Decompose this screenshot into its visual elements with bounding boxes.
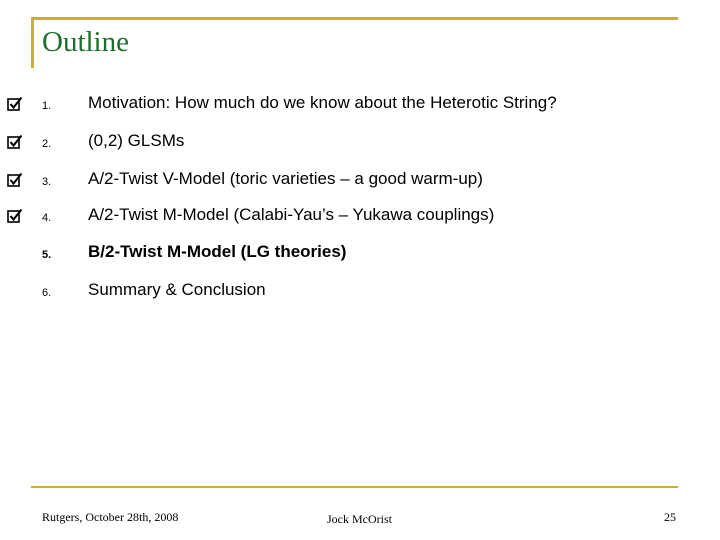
page-number: 25	[664, 510, 676, 524]
item-text: Summary & Conclusion	[88, 280, 266, 299]
item-number: 2.	[42, 138, 52, 150]
checkbox-checked-icon	[6, 95, 24, 113]
footer-divider	[31, 486, 678, 488]
footer-venue-date: Rutgers, October 28th, 2008	[42, 510, 179, 524]
title-frame-left	[31, 17, 34, 68]
item-text: B/2-Twist M-Model (LG theories)	[88, 242, 347, 261]
item-number: 6.	[42, 287, 52, 299]
item-text: Motivation: How much do we know about the Heterotic String?	[88, 93, 557, 112]
outline-item-1	[0, 93, 700, 117]
outline-item-5	[0, 242, 700, 266]
item-number: 3.	[42, 176, 52, 188]
item-text: A/2-Twist V-Model (toric varieties – a good warm-up)	[88, 169, 483, 188]
item-number: 5.	[42, 249, 52, 261]
outline-item-6	[0, 280, 700, 304]
checkbox-checked-icon	[6, 207, 24, 225]
checkbox-checked-icon	[6, 133, 24, 151]
outline-item-3	[0, 169, 700, 193]
checkbox-checked-icon	[6, 171, 24, 189]
slide-title: Outline	[42, 26, 129, 58]
item-number: 4.	[42, 212, 52, 224]
title-frame-top	[31, 17, 678, 20]
item-text: A/2-Twist M-Model (Calabi-Yau’s – Yukawa couplings)	[88, 205, 495, 224]
item-text: (0,2) GLSMs	[88, 131, 185, 150]
footer-author: Jock McOrist	[327, 512, 392, 526]
item-number: 1.	[42, 100, 52, 112]
outline-item-4	[0, 205, 700, 229]
outline-item-2	[0, 131, 700, 155]
